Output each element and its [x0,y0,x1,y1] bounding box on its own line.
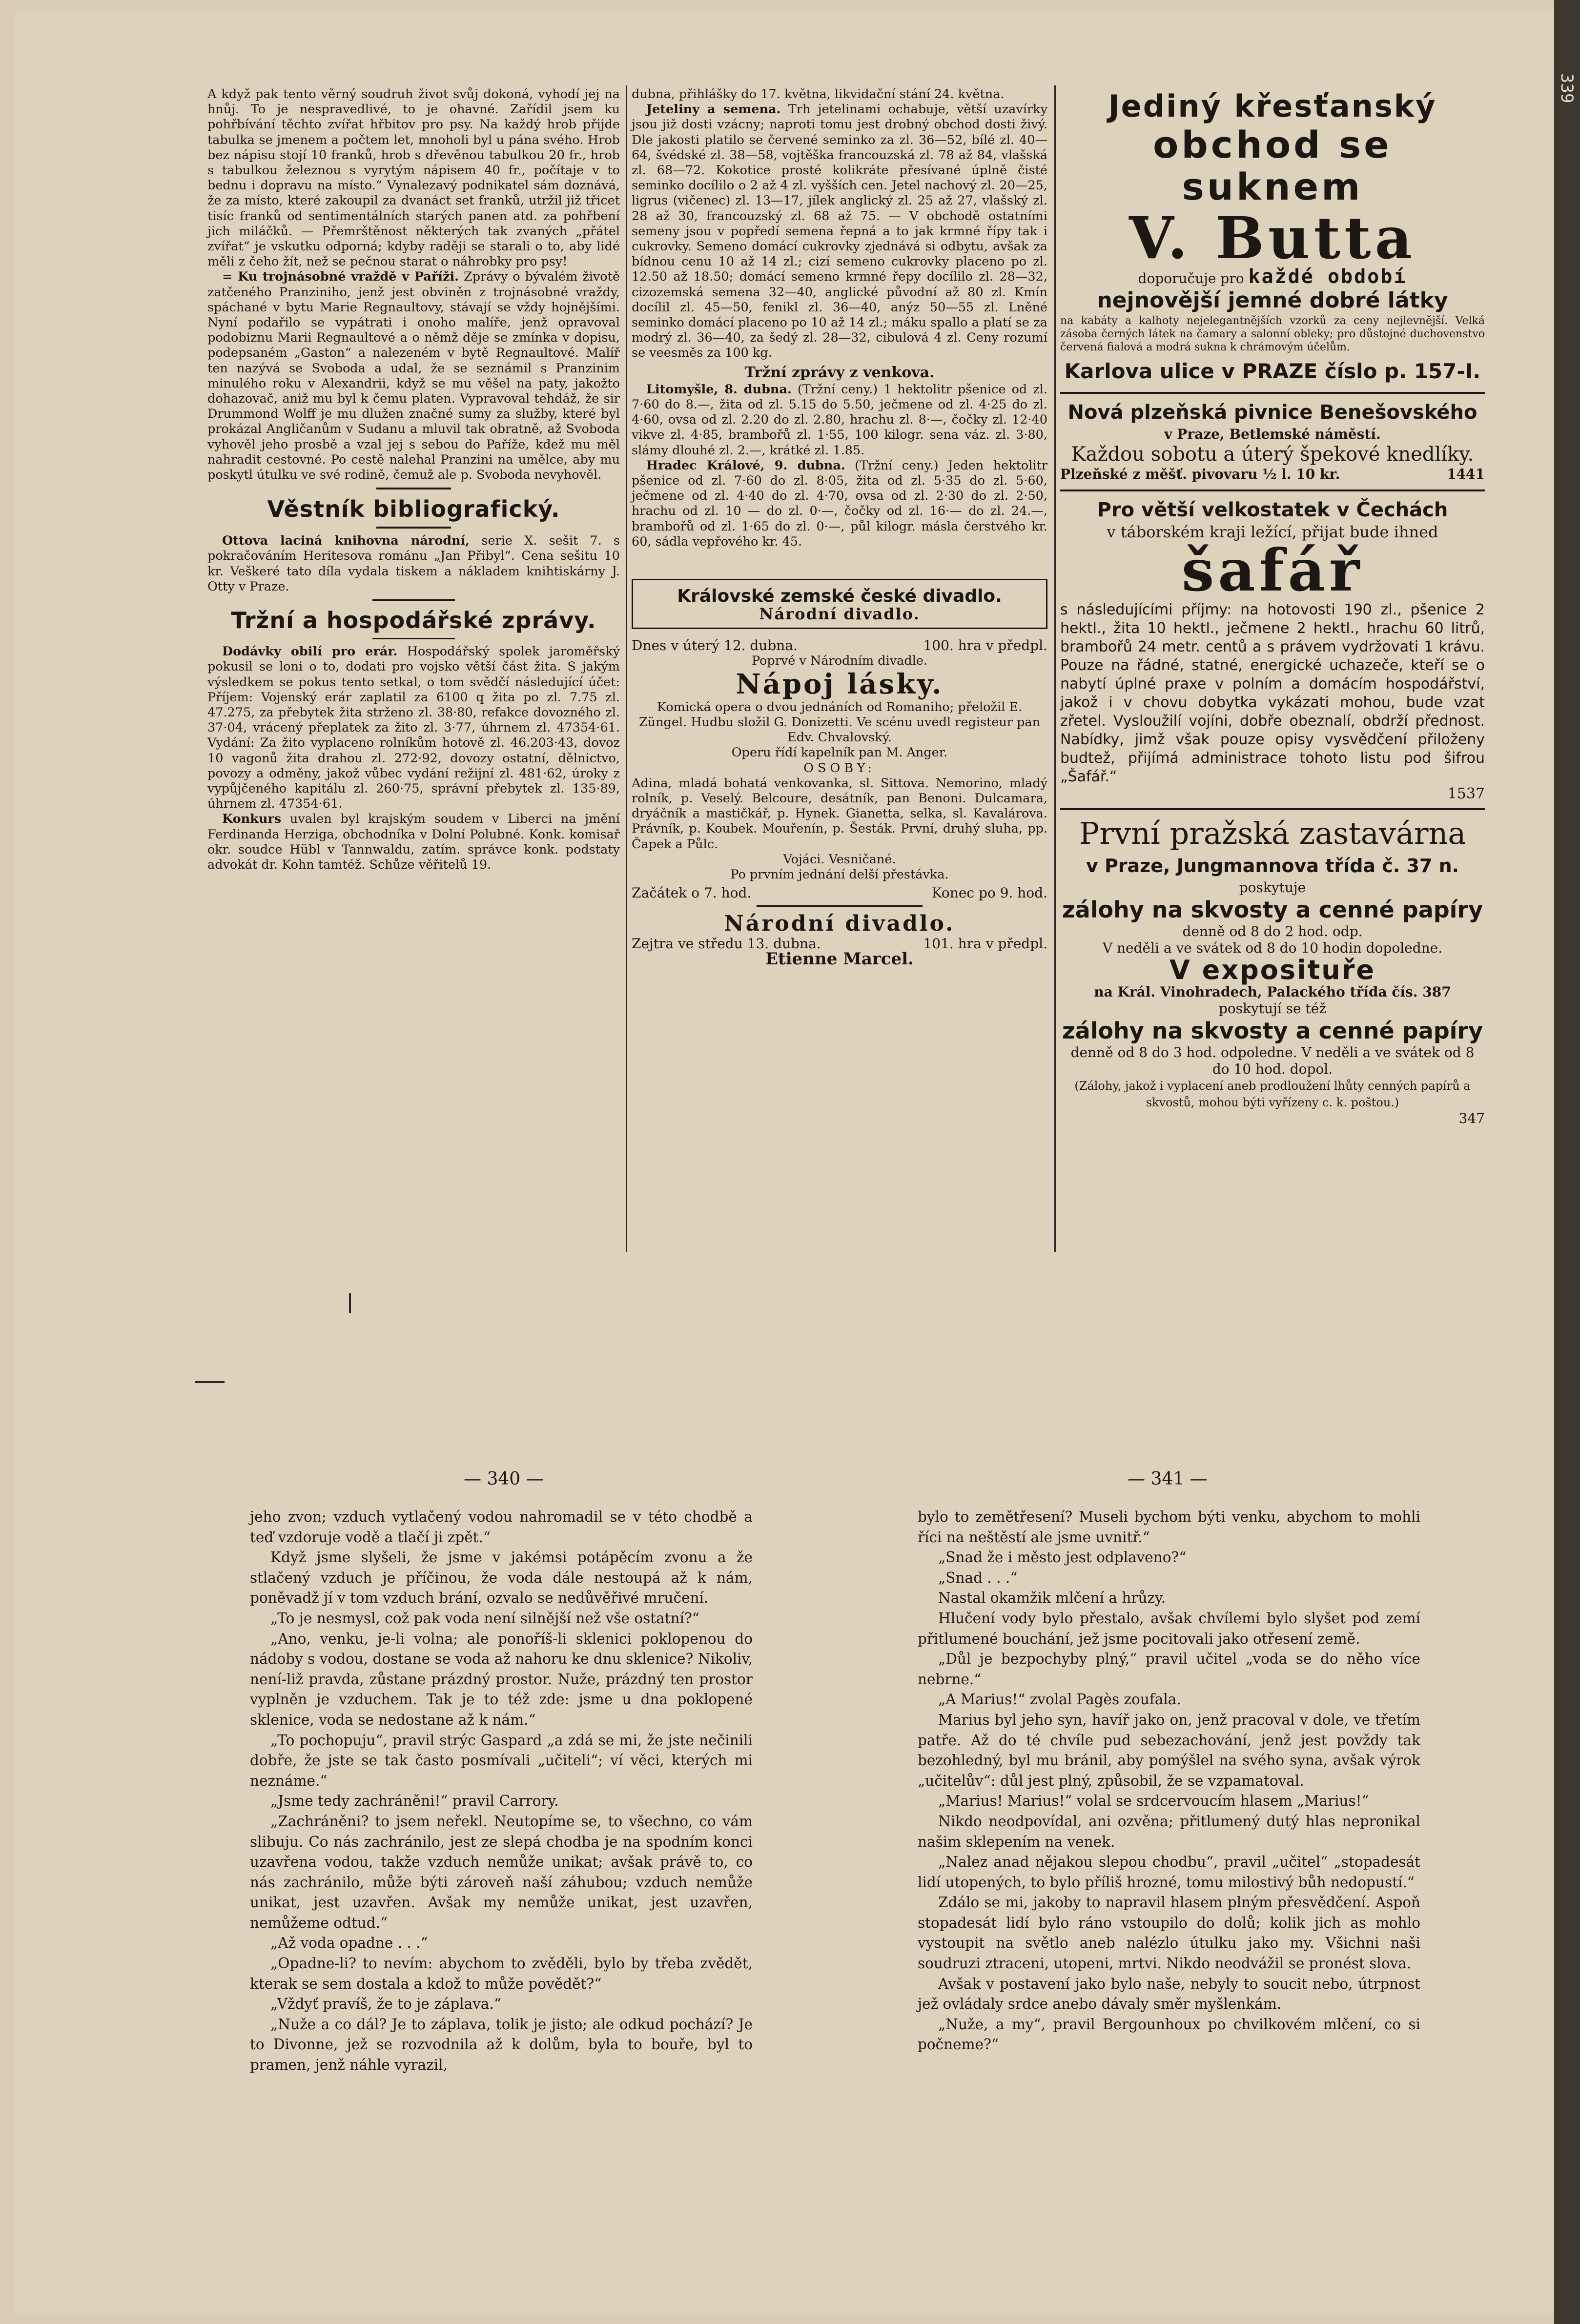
ad-zast-line4: denně od 8 do 2 hod. odp. [1182,923,1363,940]
story-paragraph: „Snad že i město jest odplaveno?“ [938,1549,1187,1566]
story-paragraph: „To pochopuju“, pravil strýc Gaspard „a zdá se mi, že jste nečinili dobře, že jste se tak často posmívali „učiteli“; ví věci, kterých mi neznáme.“ [250,1732,753,1789]
theatre-date: Dnes v úterý 12. dubna. [632,637,798,654]
theatre-times [632,885,1047,900]
story-paragraph: „Nalez anad nějakou slepou chodbu“, pravil „učitel“ „stopadesát lidí utopených, to bylo příliš hrozné, tomu milostivý bůh nedopustí.“ [918,1854,1420,1891]
story-paragraph: bylo to zemětřesení? Museli bychom býti venku, abychom to mohli říci na neštěstí ale jsme uvnitř.“ [918,1509,1420,1546]
story-paragraph: „Až voda opadne . . .“ [270,1935,428,1952]
ad-zast-line2: poskytuje [1239,879,1306,896]
theatre-description: Komická opera o dvou jednáních od Romaniho; přeložil E. Züngel. Hudbu složil G. Donizetti. Ve scénu uvedl registeur pan Edv. Chvalovský. [638,699,1041,745]
theatre-conductor: Operu řídí kapelník pan M. Anger. [731,745,948,760]
divider [757,905,923,907]
ad-exp-line2: poskytují se též [1218,1000,1327,1017]
ad-butta-name: V. Butta [1129,204,1416,272]
ad-butta-address: Karlova ulice v PRAZE číslo p. 157-I. [1064,359,1481,383]
seeds-text: Trh jetelinami ochabuje, větší uzavírky jsou již dosti vzácny; naproti tomu jest drobný obchod dosti živý. Dle jakosti platilo se červené seminko za zl. 36—52, bílé zl. 40—64, švédské zl. 38—58, vojtěška francouzská zl. 78 až 84, vlašská zl. 68—72. Kokotice prosté kolikráte přesívané úplně čisté seminko docílilo o 2 až 4 zl. vyšších cen. Jetel nachový zl. 20—25, ligrus (vičenec) zl. 13—17, jílek anglický zl. 25 až 27, vlašský zl. 28 až 30, francouzský zl. 68 až 75. — V obchodě ostatními semeny jsou v popředí semena řepná a to jak krmné řípy tak i cukrovky. Semeno domácí cukrovky zjednává si odbytu, avšak za bídnou cenu 10 až 14 zl.; cizí semeno cukrovky placeno po zl. 12.50 až 18.50; domácí semeno krmné řepy docílilo zl. 28—32, cizozemská semena 32—40, anglické původní až 80 zl. Kmín docílil zl. 45—50, fenikl zl. 36—40, anýz 50—55 zl. Lněné seminko domácí placeno po 10 až 14 zl.; máku spallo a platí se za modrý zl. 36—40, za šedý zl. 28—32, cibulová 4 zl. Ceny rozumí se veesměs za 100 kg. [632,102,1047,361]
story-paragraph: „Snad . . .“ [938,1569,1018,1586]
theatre-box [632,579,1047,629]
theatre-end: Konec po 9. hod. [931,885,1047,901]
ad-benesovsky [1060,394,1485,491]
ad-safar-line2: v táborském kraji ležící, přijat bude ihned [1107,523,1438,541]
section-title-bibliography: Věstník bibliografický. [267,496,560,523]
story-paragraph: Avšak v postavení jako bylo naše, nebyly to soucit nebo, útrpnost jež ovládaly srdce anebo dávaly směr myšlenkám. [918,1975,1420,2013]
theatre2-subscription: 101. hra v předpl. [923,936,1047,952]
theatre-start: Začátek o 7. hod. [632,885,752,901]
story-paragraph: „Ano, venku, je-li volna; ale ponoříš-li sklenici poklopenou do nádoby s vodou, dostane se voda až nahoru ke dnu sklenice? Nikoliv, není-liž pravda, zůstane prázdný prostor. Nuže, prázdný ten prostor vyplněn je vzduchem. Tak je to též zde: jsme u dna poklopené sklenice, voda se nedostane až k nám.“ [250,1630,753,1728]
theatre-title: Královské zemské české divadlo. [677,586,1002,607]
ad-exp-title: V exposituře [1170,955,1375,986]
edge-page-number: 339 [1557,73,1577,103]
binding-edge [1554,0,1580,2324]
ad-exp-line3: zálohy na skvosty a cenné papíry [1062,1018,1483,1044]
story-paragraph: „Vždyť pravíš, že to je záplava.“ [270,1996,501,2013]
ad-safar-number: 1537 [1447,785,1485,802]
ad-butta-row [1060,265,1485,288]
theatre-date-row [632,638,1047,653]
ad-butta-row-b: každé období [1248,265,1407,288]
story-paragraph: „Nuže, a my“, pravil Bergounhoux po chvilkovém mlčení, co si počneme?“ [918,2016,1420,2053]
ad-exp-line4: denně od 8 do 3 hod. odpoledne. V neděli a ve svátek od 8 do 10 hod. dopol. [1070,1044,1475,1078]
story-paragraph: Hlučení vody bylo přestalo, avšak chvílemi bylo slyšet pod zemí přitlumené bouchání, jež jsme pocitovali jako otřesení země. [918,1610,1420,1647]
story-paragraph: „Marius! Marius!“ volal se srdcervoucím hlasem „Marius!“ [938,1793,1369,1810]
ad-exp-number: 347 [1458,1110,1485,1127]
venkov-lead-1: Litomyšle, 8. dubna. [646,382,792,397]
theatre-intermission: Po prvním jednání delší přestávka. [730,867,949,882]
ad-butta-line4: nejnovější jemné dobré látky [1097,288,1448,313]
theatre-subscription: 100. hra v předpl. [923,637,1047,654]
ad-butta-details: na kabáty a kalhoty nejelegantnějších vzorků za ceny nejlevnější. Velká zásoba černých látek na čamary a salonní obleky; pro důstojné duchovenstvo červená fialová a modrá sukna k chrámovým účelům. [1060,315,1485,353]
story-right-column [918,1507,1420,2055]
theatre-cast: Adina, mladá bohatá venkovanka, sl. Sittova. Nemorino, mladý rolník, p. Veselý. Belcoure, desátník, pan Benoni. Dulcamara, dryáčník a mastičkář, p. Hynek. Gianetta, selka, sl. Kavalárova. Právník, p. Koubek. Mouřenín, p. Šesták. První, druhý sluha, pp. Čapek a Půlc. [632,775,1047,852]
ad-ben-line2: v Praze, Betlemské náměstí. [1164,426,1381,442]
market-lead-2: Konkurs [222,812,282,827]
seeds-lead: Jeteliny a semena. [646,102,781,117]
ad-butta-line1: Jediný křesťanský [1108,88,1437,124]
theatre-persons: OSOBY: [803,760,876,775]
market-text-continued: dubna, přihlášky do 17. května, likvidační stání 24. května. [632,87,1005,102]
column-2 [632,87,1047,967]
article-title-murder: = Ku trojnásobné vraždě v Paříži. [222,269,459,285]
divider [372,638,455,639]
ad-ben-line3: Každou sobotu a úterý špekové knedlíky. [1071,443,1474,466]
story-paragraph: „Opadne-li? to nevím: abychom to zvěděli, bylo by třeba zvědět, kterak se sem dostala a kdož to může povědět?“ [250,1955,753,1992]
theatre-extras: Vojáci. Vesničané. [783,852,896,867]
page-number-right: — 341 — [1128,1469,1208,1489]
divider [376,527,451,529]
ad-ben-row [1060,466,1485,483]
ad-safar [1060,491,1485,810]
market-text-2: uvalen byl krajským soudem v Liberci na jmění Ferdinanda Herziga, obchodníka v Dolní Polubné. Konk. komisař okr. soudce Hübl v Tannwaldu, zatím. správce konk. podstaty advokát dr. Kohn tamtéž. Schůze věřitelů 19. [207,812,620,872]
story-paragraph: „A Marius!“ zvolal Pagès zoufala. [938,1691,1181,1708]
divider [376,488,451,489]
theatre2-play: Etienne Marcel. [765,949,914,969]
biblio-lead: Ottova laciná knihovna národní, [222,533,470,549]
story-paragraph: Když jsme slyšeli, že jsme v jakémsi potápěcím zvonu a že stlačený vzduch je příčinou, že voda dále nestoupá až k nám, poněvadž jí v tom vzduch brání, ozvalo se nedůvěřivé mručení. [250,1549,753,1607]
theatre-subtitle: Národní divadlo. [759,605,920,624]
column-1 [207,87,620,873]
ad-butta-row-a: doporučuje pro [1138,270,1244,286]
theatre-premiere: Poprvé v Národním divadle. [751,653,928,668]
section-title-venkov: Tržní zprávy z venkova. [744,364,935,381]
ad-ben-line4: Plzeňské z měšť. pivovaru ½ l. 10 kr. [1060,466,1340,482]
theatre-play-title: Nápoj lásky. [736,668,944,700]
market-lead-1: Dodávky obilí pro erár. [222,644,398,659]
ad-butta [1060,84,1485,394]
article-murder: Zprávy o bývalém životě zatčeného Pranziniho, jenž jest obviněn z trojnásobné vraždy, spáchané v bytu Marie Regnaultovy, stávají se vždy hojnějšími. Nyní podařilo se vypátrati i onoho malíře, jenž opravoval podobiznu Marii Regnaultové a o němž děje se zmínka v dopisu, podepsaném „Gaston“ a nalezeném v bytě Regnaultové. Malíř ten nazývá se Svoboda a udal, že se seznámil s Pranzinim minulého roku v Alexandrii, když se mu věšel na paty, jakožto dohazovač, aniž mu byl k čemu platen. Vypravoval tehdáž, že sir Drummond Wolff je mu dlužen značné sumy za služby, které byl prokázal Angličanům v Sudanu a mluvil tak obratně, až Svoboda vyhověl jeho prosbě a vzal jej s sebou do Paříže, kdež mu měl nahradit cestovné. Po cestě nalehal Pranzini na umělce, aby mu poskytl útulku ve své rodině, čemuž ale p. Svoboda nevyhověl. [207,269,620,483]
biblio-text: serie X. sešit 7. s pokračováním Heritesova románu „Jan Přibyl“. Cena sešitu 10 kr. Veškeré tato díla vydala tiskem a nákladem knihtiskárny J. Otty v Praze. [207,533,620,594]
story-left-column [250,1507,753,2076]
ad-zast-address: v Praze, Jungmannova třída č. 37 n. [1086,855,1459,877]
column-3-ads [1060,84,1485,1133]
column-rule-2 [1054,85,1056,1252]
ad-safar-title: šafář [1181,536,1364,604]
print-mark [195,1381,225,1383]
ad-zast-line5: V neděli a ve svátek od 8 do 10 hodin dopoledne. [1102,940,1443,957]
story-paragraph: „Jsme tedy zachráněni!“ pravil Carrory. [270,1793,559,1810]
ad-zast-title: První pražská zastavárna [1079,815,1466,852]
section-title-market: Tržní a hospodářské zprávy. [231,607,596,634]
story-paragraph: Marius byl jeho syn, havíř jako on, jenž pracoval v dole, ve třetím patře. Až do té chvíle pud sebezachování, jenž jest povždy tak bezohledný, byl mu bránil, aby pomýšlel na svého syna, avšak výrok „učitelův“: důl jest plný, způsobil, že se vzpamatoval. [918,1711,1420,1789]
story-paragraph: „Nuže a co dál? Je to záplava, tolik je jisto; ale odkud pochází? Je to Divonne, jež se rozvodnila až k dolům, byla to bouře, byl to pramen, jenž náhle vyrazil, [250,2016,753,2074]
story-paragraph: „To je nesmysl, což pak voda není silnější než vše ostatní?“ [270,1610,699,1627]
ad-safar-line1: Pro větší velkostatek v Čechách [1097,499,1448,521]
story-paragraph: Zdálo se mi, jakoby to napravil hlasem plným přesvědčení. Aspoň stopadesát lidí bylo ráno vstoupilo do dolů; kolik jich as mohlo vystoupit na světlo aneb nalézlo útulku jako my. Všichni naši soudruzi ztraceni, utopeni, mrtvi. Nikdo neodvážil se pronést slova. [918,1894,1420,1972]
market-text-1: Hospodářský spolek jaroměřský pokusil se loni o to, dodati pro vojsko větší část žita. S jakým výsledkem se pokus tento setkal, o tom svědčí následující účet: Příjem: Vojenský erár zaplatil za 6100 q žita po zl. 7.75 zl. 47.275, za přebytek žita strženo zl. 38·80, refakce dovozného zl. 37·04, vrácený přeplatek za žito zl. 3·77, úhrnem zl. 47354·61. Vydání: Za žito vyplaceno rolníkům hotově zl. 46.203·43, dovoz 10 vagonů žita drahou zl. 272·92, dovozy ostatní, dělnictvo, povozy a odměny, jakož vůbec vydání režijní zl. 481·62, úroky z vypůjčeného kapitálu zl. 260·75, správní přebytek zl. 135·89, úhrnem zl. 47354·61. [207,644,620,812]
column-rule-1 [626,85,627,1252]
venkov-text-1: (Tržní ceny.) 1 hektolitr pšenice od zl. 7·60 do 8.—, žita od zl. 5.15 do 5.50, ječmene od zl. 4·25 do zl. 4·60, ovsa od zl. 2.20 do zl. 2.80, hrachu zl. 8·—, čočky zl. 12·40 vikve zl. 4·85, brambořů zl. 1·55, 100 kilogr. sena váz. zl. 3·80, slámy dlouhé zl. 2.—, krátké zl. 1.85. [632,382,1047,458]
ad-zast-line3: zálohy na skvosty a cenné papíry [1062,897,1483,923]
story-paragraph: Nastal okamžik mlčení a hrůzy. [938,1590,1166,1607]
ad-ben-line1: Nová plzeňská pivnice Benešovského [1067,401,1477,424]
ad-exp-address: na Král. Vinohradech, Palackého třída čís. 387 [1094,984,1451,1000]
theatre2-title: Národní divadlo. [724,911,955,937]
venkov-text-2: (Tržní ceny.) Jeden hektolitr pšenice od zl. 7·60 do zl. 8·05, žita od zl. 5·35 do zl. 5·60, ječmene od zl. 4·40 do zl. 4·70, ovsa od zl. 2·30 do zl. 2·50, hrachu od zl. 10 — do zl. 0·—, čočky od zl. 16·— do zl. 24.—, brambořů od zl. 1·65 do zl. 0·—, půl kilogr. másla čerstvého kr. 60, sádla vepřového kr. 45. [632,458,1048,549]
ad-butta-line2: obchod se suknem [1153,123,1392,208]
ad-ben-number: 1441 [1447,466,1485,482]
story-paragraph: Nikdo neodpovídal, ani ozvěna; přitlumený dutý hlas nepronikal našim sklepením na venek. [918,1813,1420,1850]
story-paragraph: jeho zvon; vzduch vytlačený vodou nahromadil se v této chodbě a teď vzdoruje vodě a tlačí ji zpět.“ [250,1509,753,1546]
theatre2-date: Zejtra ve středu 13. dubna. [632,936,821,952]
article-pet-cemetery: A když pak tento věrný soudruh život svůj dokoná, vyhodí jej na hnůj. To je nespravedlivé, to je ohavné. Zařídil jsem ku pohřbívání těchto zvířat hřbitov pro psy. Na každý hrob přijde tabulka se jmenem a počtem let, mnoholi byl u pána svého. Hrob bez nápisu stojí 10 franků, hrob s dřevěnou tabulkou 20 fr., hrob s tabulkou železnou s vyrytým nápisem 40 fr., počítaje v to bednu i dopravu na místo.“ Vynalezavý podnikatel sám doznává, že za místo, které zakoupil za dvanáct set franků, utržil již třicet tisíc franků od sentimentálních starých panen atd. za pohřbení jich miláčků. — Přemrštěnost některých tak zvaných „přátel zvířat“ je vskutku odporná; kdyby raději se starali o to, aby lidé měli z čeho žít, než se pečnou starat o náhrobky pro psy! [207,87,620,269]
ad-exp-line5: (Zálohy, jakož i vyplacení aneb prodloužení lhůty cenných papírů a skvostů, mohou býti vyřízeny c. k. poštou.) [1074,1079,1471,1110]
ad-safar-text: s následujícími příjmy: na hotovosti 190 zl., pšenice 2 hektl., žita 10 hektl., ječmene 2 hektl., hrachu 60 litrů, brambořů 24 metr. centů a s právem vydržovati 1 krávu. Pouze na řádné, statné, energické uchazeče, kteří se o nabytí úplné praxe v polním a domácím hospodářství, jakož i v chovu dobytka vykázati mohou, bude vzat zřetel. Vysloužilí vojíni, dobře obeznalí, obdrží přednost. Nabídky, jimž však pouze opisy vysvědčení přiloženy budtež, přijímá administrace tohoto listu pod šifrou „Šafář.“ [1060,601,1485,785]
venkov-lead-2: Hradec Králové, 9. dubna. [646,458,845,473]
print-mark [349,1293,351,1313]
story-paragraph: „Důl je bezpochyby plný,“ pravil učitel „voda se do něho více nebrne.“ [918,1651,1420,1688]
page-number-left: — 340 — [464,1469,544,1489]
story-paragraph: „Zachráněni? to jsem neřekl. Neutopíme se, to všechno, co vám slibuju. Co nás zachránilo, jest ze slepá chodba je na spodním konci uzavřena vodou, takže vzduch nemůže unikat; avšak právě to, co nás zachránilo, může býti zároveň naší záhubou; vzduch nemůže unikat, jest uzavřen. Avšak my nemůže unikat, jest uzavřen, nemůžeme odtud.“ [250,1813,753,1931]
ad-zastavarna [1060,810,1485,1133]
divider [372,599,455,601]
